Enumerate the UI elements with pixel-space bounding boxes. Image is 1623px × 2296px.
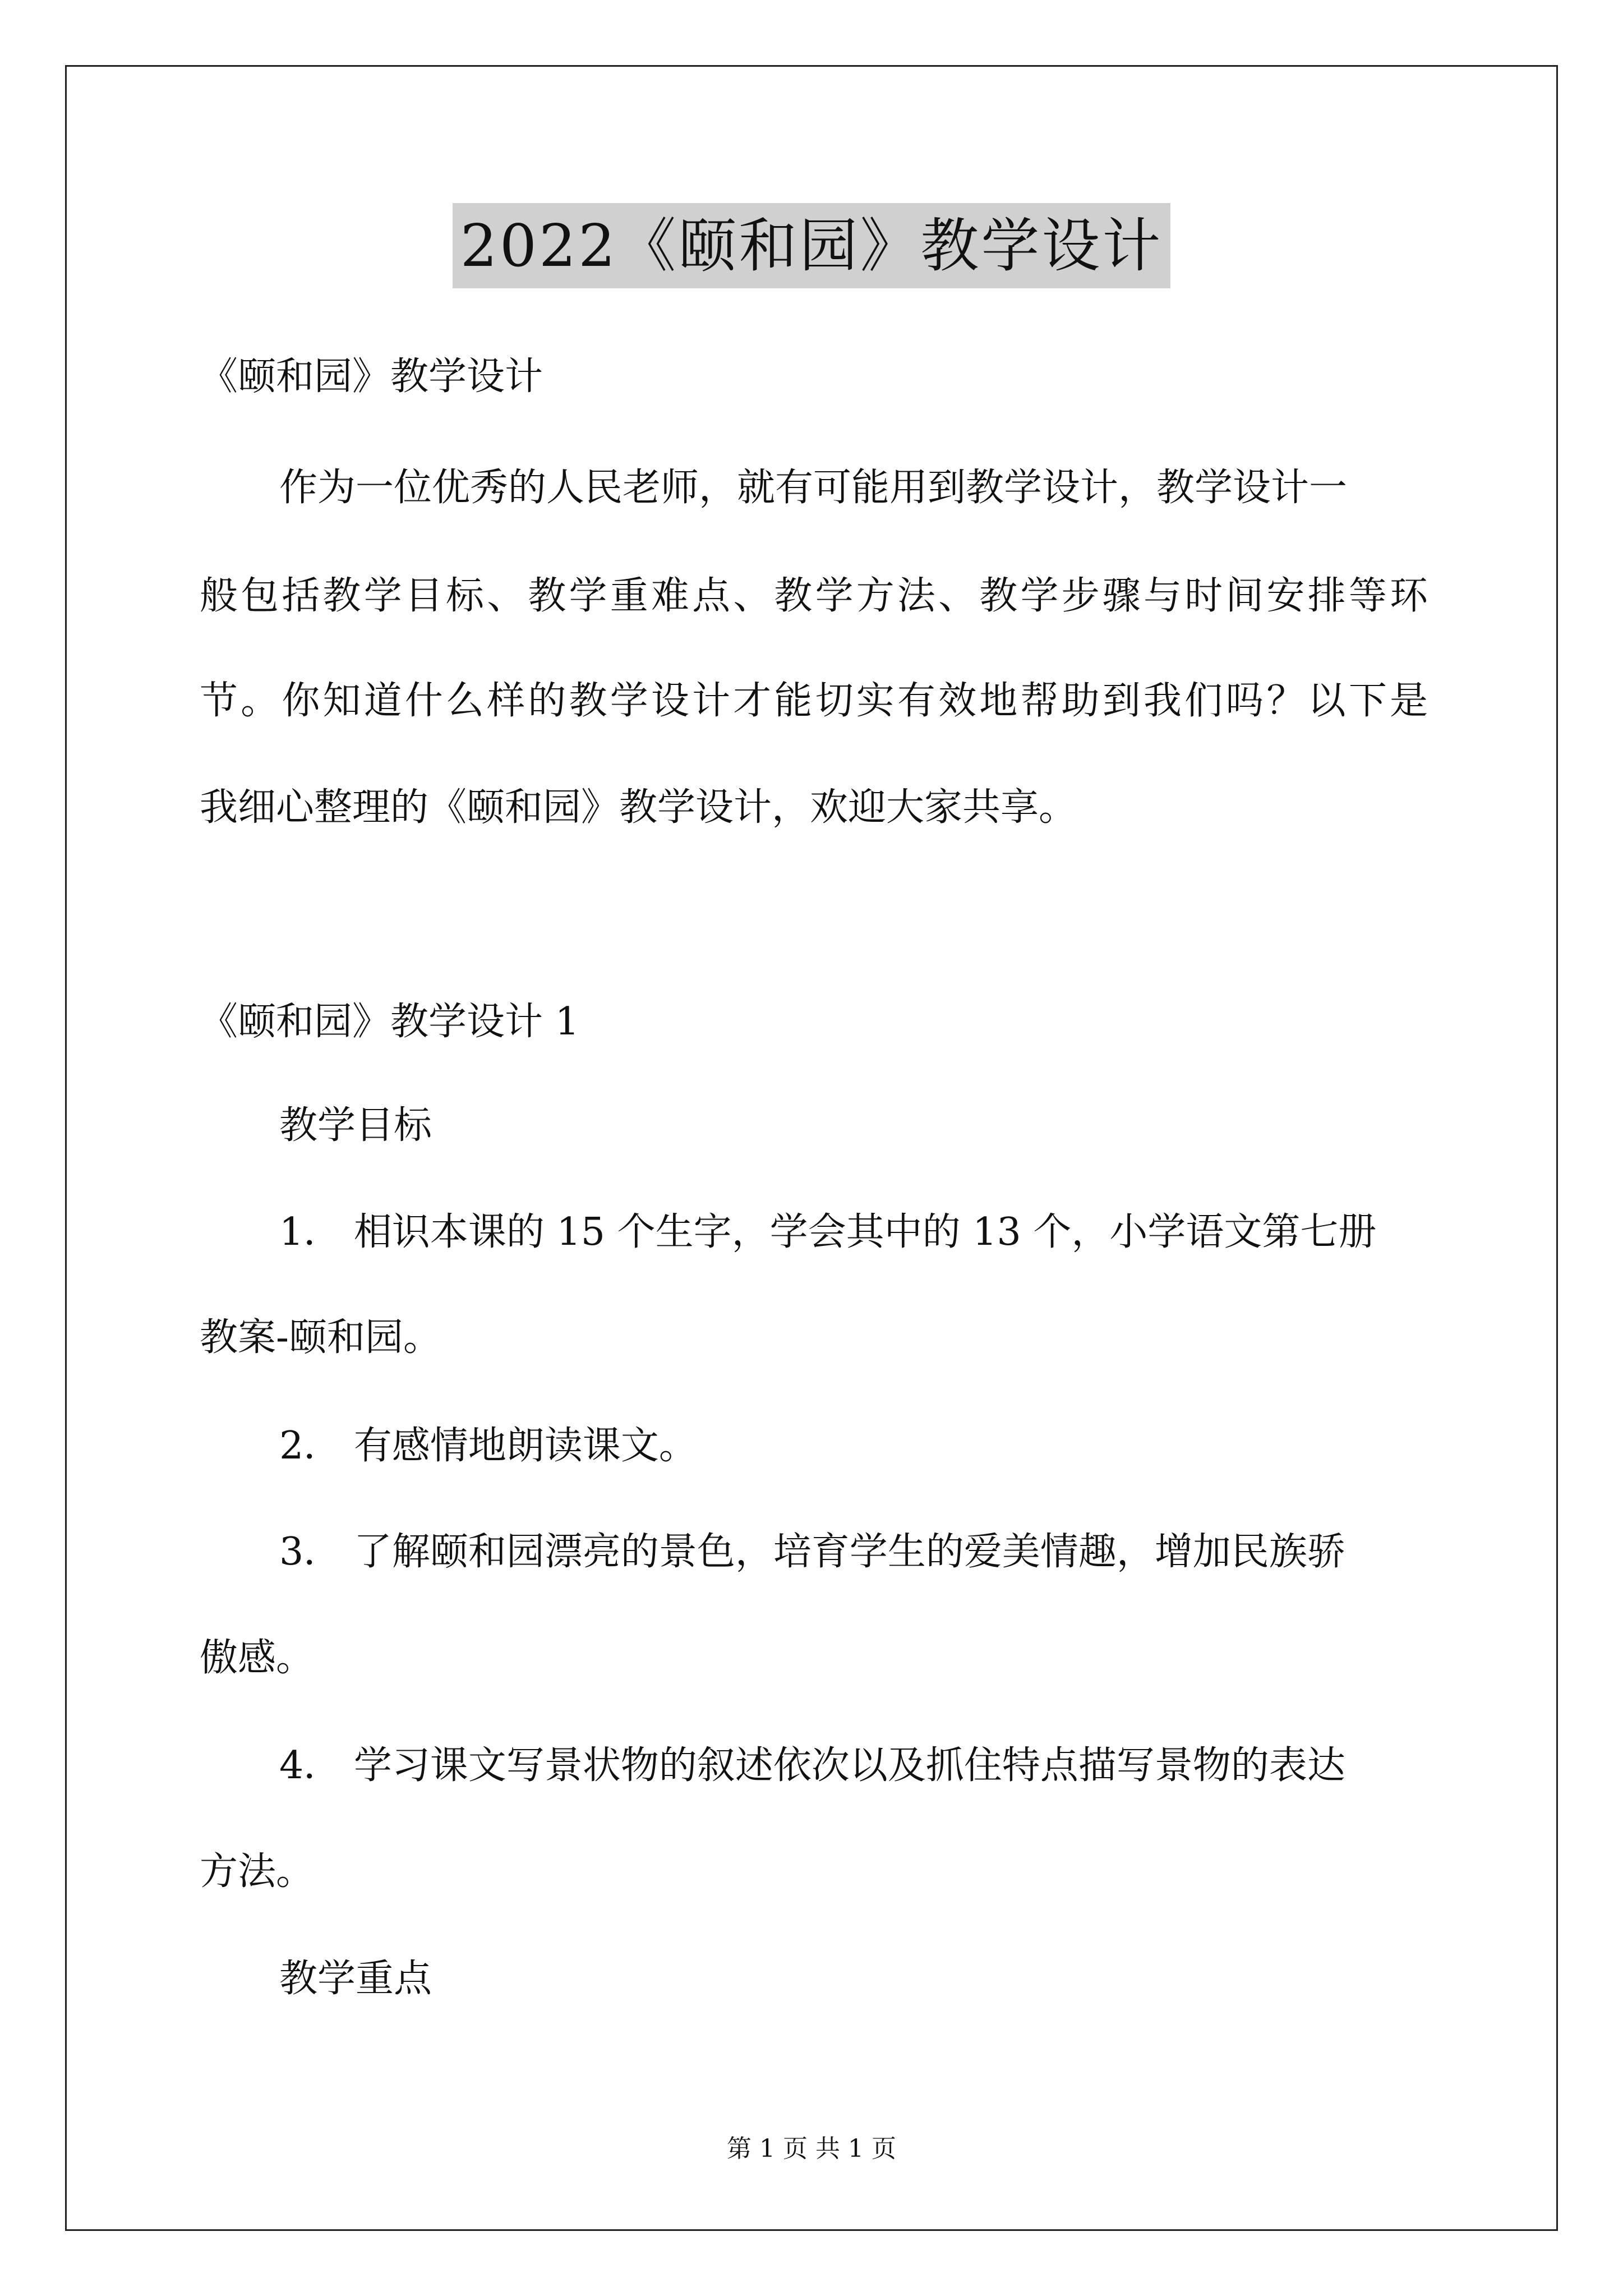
intro-paragraph-line: 般包括教学目标、教学重难点、教学方法、教学步骤与时间安排等环 <box>200 574 1428 618</box>
intro-paragraph-line: 我细心整理的《颐和园》教学设计，欢迎大家共享。 <box>200 785 1077 830</box>
goal-3-line: 3． 了解颐和园漂亮的景色，培育学生的爱美情趣，增加民族骄 <box>279 1530 1345 1574</box>
goal-3-line: 傲感。 <box>200 1636 315 1680</box>
intro-paragraph-line: 作为一位优秀的人民老师，就有可能用到教学设计，教学设计一 <box>279 466 1348 510</box>
goal-2-line: 2． 有感情地朗读课文。 <box>279 1424 697 1468</box>
goal-1-line: 教案-颐和园。 <box>200 1315 441 1360</box>
heading-teaching-goals: 教学目标 <box>279 1103 432 1148</box>
goal-1-line: 1． 相识本课的 15 个生字，学会其中的 13 个，小学语文第七册 <box>279 1210 1377 1254</box>
document-title: 2022《颐和园》教学设计 <box>453 203 1171 288</box>
title-container <box>0 203 1623 288</box>
section-title: 《颐和园》教学设计 1 <box>200 1000 579 1044</box>
page-number-footer: 第 1 页 共 1 页 <box>727 2134 896 2163</box>
goal-4-line: 4． 学习课文写景状物的叙述依次以及抓住特点描写景物的表达 <box>279 1743 1345 1788</box>
document-subtitle: 《颐和园》教学设计 <box>200 355 543 399</box>
goal-4-line: 方法。 <box>200 1849 315 1894</box>
intro-paragraph-line: 节。你知道什么样的教学设计才能切实有效地帮助到我们吗？以下是 <box>200 679 1428 723</box>
heading-key-points: 教学重点 <box>279 1957 432 2001</box>
